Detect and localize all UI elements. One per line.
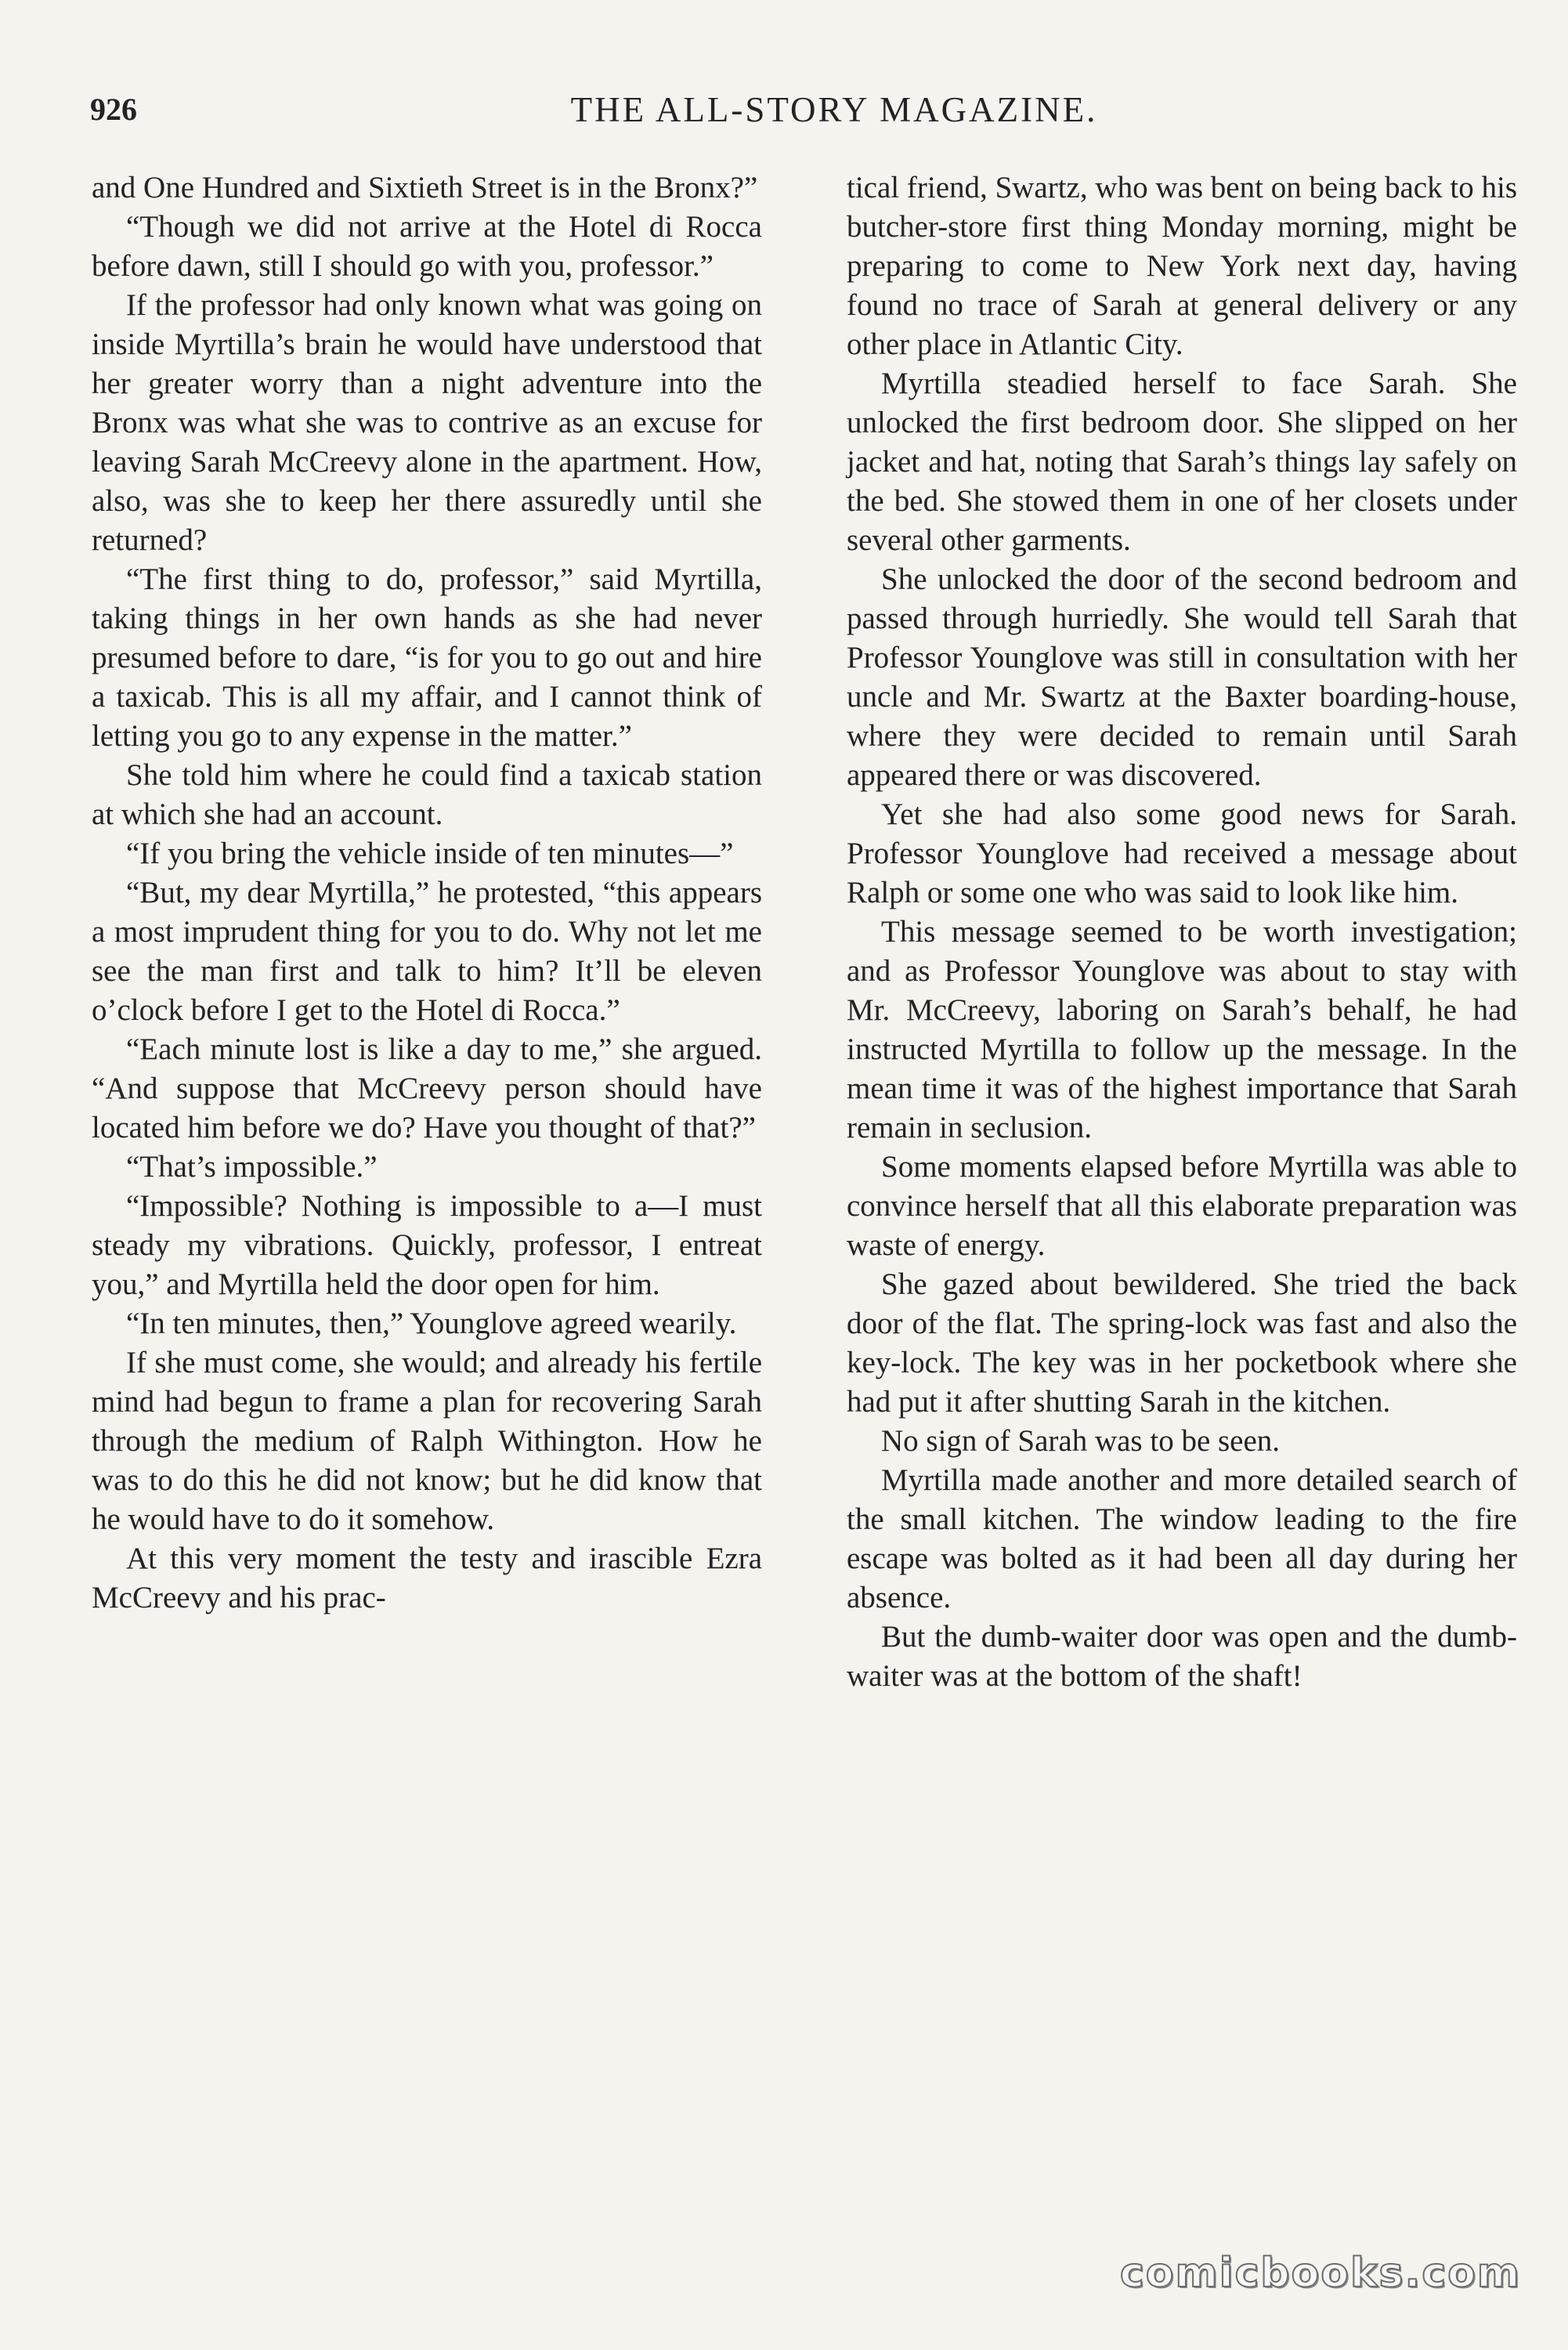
paragraph: “But, my dear Myrtilla,” he protested, “this appears a most imprudent thing for you to do. Why not let me see the man first and talk to him? It’ll be eleven o’clock before I get to the Hotel di Rocca.” [92, 876, 762, 1027]
paragraph: No sign of Sarah was to be seen. [881, 1424, 1281, 1458]
paragraph: “If you bring the vehicle inside of ten minutes—” [126, 837, 734, 870]
paragraph: Myrtilla made another and more detailed search of the small kitchen. The window leading to the fire escape was bolted as it had been all day during her absence. [847, 1463, 1517, 1614]
paragraph: Yet she had also some good news for Sarah. Professor Younglove had received a message about Ralph or some one who was said to look like him. [847, 797, 1517, 909]
paragraph: This message seemed to be worth investigation; and as Professor Younglove was about to stay with Mr. McCreevy, laboring on Sarah’s behalf, he had instructed Myrtilla to follow up the message. In the mean time it was of the highest importance that Sarah remain in seclusion. [847, 915, 1517, 1144]
paragraph: “In ten minutes, then,” Younglove agreed wearily. [126, 1307, 737, 1340]
paragraph: She unlocked the door of the second bedroom and passed through hurriedly. She would tell Sarah that Professor Younglove was still in consultation with her uncle and Mr. Swartz at the Baxter boarding-house, where they were decided to remain until Sarah appeared there or was discovered. [847, 562, 1517, 792]
paragraph: tical friend, Swartz, who was bent on being back to his butcher-store first thing Monday morning, might be preparing to come to New York next day, having found no trace of Sarah at general delivery or any other place in Atlantic City. [847, 171, 1517, 361]
page-number: 926 [90, 92, 137, 127]
paragraph: “Though we did not arrive at the Hotel di Rocca before dawn, still I should go with you, professor.” [92, 210, 762, 283]
paragraph: Myrtilla steadied herself to face Sarah. She unlocked the first bedroom door. She slipped on her jacket and hat, noting that Sarah’s things lay safely on the bed. She stowed them in one of her closets under several other garments. [847, 367, 1517, 557]
paragraph: “The first thing to do, professor,” said Myrtilla, taking things in her own hands as she had never presumed before to dare, “is for you to go out and hire a taxicab. This is all my affair, and I cannot think of letting you go to any expense in the matter.” [92, 562, 762, 753]
paragraph: If the professor had only known what was going on inside Myrtilla’s brain he would have understood that her greater worry than a night adventure into the Bronx was what she was to contrive as an excuse for leaving Sarah McCreevy alone in the apartment. How, also, was she to keep her there assuredly until she returned? [92, 288, 762, 557]
running-title: THE ALL-STORY MAGAZINE. [570, 90, 1098, 129]
paragraph: If she must come, she would; and already his fertile mind had begun to frame a plan for recovering Sarah through the medium of Ralph Withington. How he was to do this he did not know; but he did know that he would have to do it somehow. [92, 1346, 762, 1536]
paragraph: “That’s impossible.” [126, 1150, 378, 1184]
paragraph: “Impossible? Nothing is impossible to a—I must steady my vibrations. Quickly, professor, I entreat you,” and Myrtilla held the door open for him. [92, 1189, 762, 1301]
paragraph: “Each minute lost is like a day to me,” she argued. “And suppose that McCreevy person should have located him before we do? Have you thought of that?” [92, 1032, 762, 1144]
paragraph: At this very moment the testy and irascible Ezra McCreevy and his prac- [92, 1542, 762, 1614]
page-header [90, 85, 1484, 135]
watermark: comicbooks.com [1119, 2250, 1521, 2297]
paragraph: She told him where he could find a taxicab station at which she had an account. [92, 758, 762, 831]
paragraph: and One Hundred and Sixtieth Street is in the Bronx?” [92, 171, 758, 204]
left-column [92, 168, 762, 1618]
paragraph: But the dumb-waiter door was open and the dumb-waiter was at the bottom of the shaft! [847, 1620, 1517, 1693]
right-column [847, 168, 1517, 1696]
paragraph: She gazed about bewildered. She tried the back door of the flat. The spring-lock was fast and also the key-lock. The key was in her pocketbook where she had put it after shutting Sarah in the kitchen. [847, 1267, 1517, 1419]
paragraph: Some moments elapsed before Myrtilla was able to convince herself that all this elaborate preparation was waste of energy. [847, 1150, 1517, 1262]
